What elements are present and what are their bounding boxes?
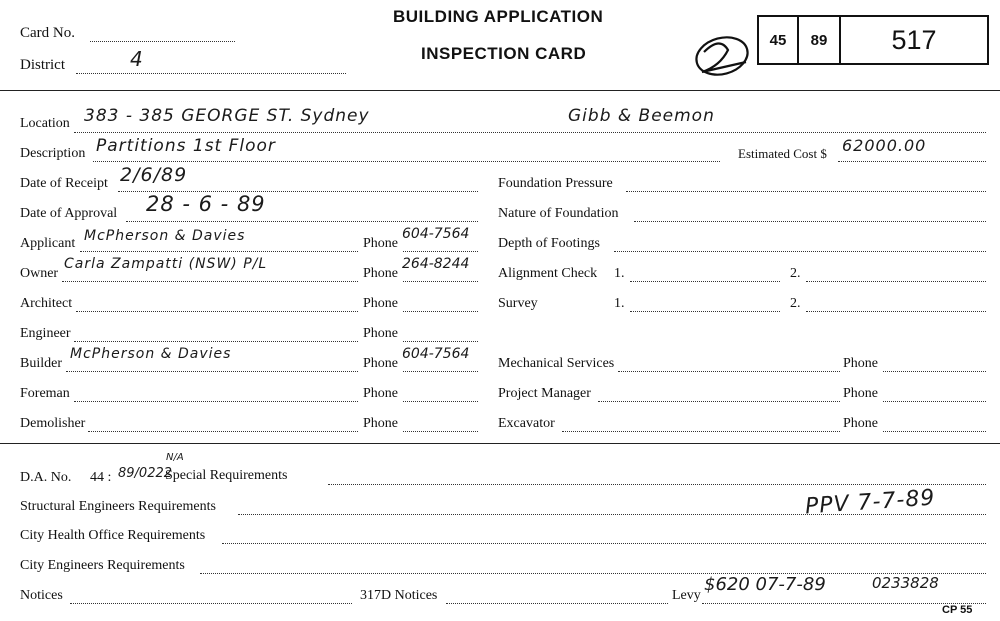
alignment-check-1-label: 1. xyxy=(614,266,625,281)
demolisher-label: Demolisher xyxy=(20,416,86,431)
notices-label: Notices xyxy=(20,588,63,603)
nature-of-foundation-label: Nature of Foundation xyxy=(498,206,619,221)
city-engineers-label: City Engineers Requirements xyxy=(20,558,185,573)
builder-phone-label: Phone xyxy=(363,356,398,371)
engineer-label: Engineer xyxy=(20,326,71,341)
structural-engineers-label: Structural Engineers Requirements xyxy=(20,499,216,514)
owner-value: Carla Zampatti (NSW) P/L xyxy=(64,256,268,272)
applicant-label: Applicant xyxy=(20,236,76,251)
applicant-value: McPherson & Davies xyxy=(84,228,246,244)
form-title-line1: BUILDING APPLICATION xyxy=(393,7,604,26)
applicant-phone-label: Phone xyxy=(363,236,398,251)
na-note: N/A xyxy=(166,452,184,463)
demolisher-phone-label: Phone xyxy=(363,416,398,431)
da-no-prefix: 44 : xyxy=(90,470,112,485)
builder-label: Builder xyxy=(20,356,62,371)
location-label: Location xyxy=(20,116,70,131)
notices-317d-label: 317D Notices xyxy=(360,588,438,603)
architect-label: Architect xyxy=(20,296,73,311)
owner-label: Owner xyxy=(20,266,59,281)
special-requirements-label: Special Requirements xyxy=(165,468,288,483)
foreman-phone-label: Phone xyxy=(363,386,398,401)
excavator-label: Excavator xyxy=(498,416,555,431)
card-no-label: Card No. xyxy=(20,25,75,41)
box-left: 45 xyxy=(759,17,799,63)
builder-phone-value: 604-7564 xyxy=(402,346,470,362)
box-right: 517 xyxy=(891,24,937,55)
date-of-approval-label: Date of Approval xyxy=(20,206,118,221)
form-title-line2: INSPECTION CARD xyxy=(421,44,587,63)
location-extra-value: Gibb & Beemon xyxy=(568,106,715,126)
district-line xyxy=(76,73,346,74)
owner-phone-label: Phone xyxy=(363,266,398,281)
date-of-receipt-value: 2/6/89 xyxy=(120,164,188,186)
estimated-cost-value: 62000.00 xyxy=(842,136,927,155)
foundation-pressure-label: Foundation Pressure xyxy=(498,176,613,191)
district-value: 4 xyxy=(130,47,144,71)
project-manager-phone-label: Phone xyxy=(843,386,878,401)
da-no-value: 89/0222 xyxy=(118,466,173,481)
alignment-check-2-label: 2. xyxy=(790,266,801,281)
description-value: Partitions 1st Floor xyxy=(96,136,276,156)
ppv-note: PPV 7-7-89 xyxy=(804,485,937,520)
owner-phone-value: 264-8244 xyxy=(402,256,470,272)
mechanical-services-label: Mechanical Services xyxy=(498,356,615,371)
survey-2-label: 2. xyxy=(790,296,801,311)
mechanical-phone-label: Phone xyxy=(843,356,878,371)
levy-ref: 0233828 xyxy=(872,574,939,592)
date-of-receipt-label: Date of Receipt xyxy=(20,176,108,191)
levy-label: Levy xyxy=(672,588,701,603)
survey-1-label: 1. xyxy=(614,296,625,311)
applicant-phone-value: 604-7564 xyxy=(402,226,470,242)
box-mid: 89 xyxy=(799,17,841,63)
excavator-phone-label: Phone xyxy=(843,416,878,431)
card-number-box xyxy=(757,15,989,65)
alignment-check-label: Alignment Check xyxy=(498,266,598,281)
estimated-cost-label: Estimated Cost $ xyxy=(738,146,827,161)
card-no-line xyxy=(90,41,235,42)
engineer-phone-label: Phone xyxy=(363,326,398,341)
project-manager-label: Project Manager xyxy=(498,386,591,401)
builder-value: McPherson & Davies xyxy=(70,346,232,362)
description-label: Description xyxy=(20,146,86,161)
architect-phone-label: Phone xyxy=(363,296,398,311)
levy-value: $620 07-7-89 xyxy=(704,574,826,595)
city-health-label: City Health Office Requirements xyxy=(20,528,206,543)
da-no-label: D.A. No. xyxy=(20,470,72,485)
depth-of-footings-label: Depth of Footings xyxy=(498,236,600,251)
location-value: 383 - 385 GEORGE ST. Sydney xyxy=(84,106,370,126)
date-of-approval-value: 28 - 6 - 89 xyxy=(146,192,266,216)
form-code: CP 55 xyxy=(942,604,973,616)
foreman-label: Foreman xyxy=(20,386,70,401)
top-rule xyxy=(0,90,1000,91)
middle-rule xyxy=(0,443,1000,444)
survey-label: Survey xyxy=(498,296,538,311)
district-label: District xyxy=(20,57,65,73)
